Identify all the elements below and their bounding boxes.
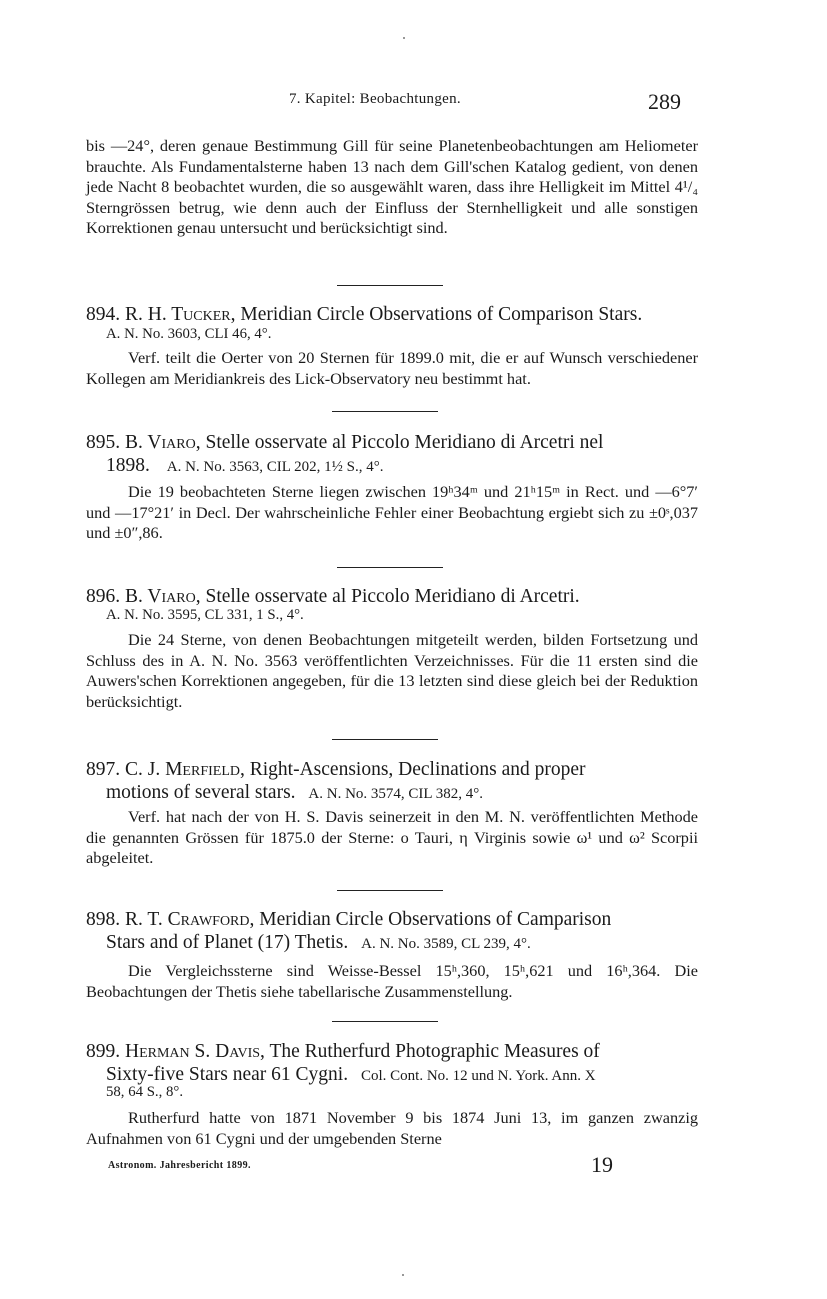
entry-title-line1: The Rutherfurd Photographic Measures of (269, 1041, 600, 1062)
entry-898-body: Die Vergleichssterne sind Weisse-Bessel 15ʰ,360, 15ʰ,621 und 16ʰ,364. Die Beobachtungen der Thetis siehe tabellarische Zusammenstellung. (86, 961, 698, 1001)
entry-899-body: Rutherfurd hatte von 1871 November 9 bis 1874 Juni 13, im ganzen zwanzig Aufnahmen von 61 Cygni und der umgebenden Sterne (86, 1108, 698, 1148)
section-divider (332, 739, 438, 740)
entry-author: R. H. Tucker, (125, 304, 236, 325)
scan-speck (403, 37, 405, 39)
page-number: 289 (648, 89, 681, 114)
entry-citation: A. N. No. 3574, CIL 382, 4°. (308, 786, 484, 802)
entry-title-line1: Stelle osservate al Piccolo Meridiano di Arcetri nel (205, 432, 604, 453)
signature-mark: 19 (591, 1152, 613, 1177)
entry-author: R. T. Crawford, (125, 909, 255, 930)
entry-title: Meridian Circle Observations of Comparison Stars. (240, 304, 643, 325)
scan-speck (402, 1274, 404, 1276)
entry-897-heading (86, 758, 698, 806)
entry-896-citation: A. N. No. 3595, CL 331, 1 S., 4°. (106, 607, 304, 623)
entry-895-heading (86, 431, 698, 479)
entry-number: 897. (86, 759, 121, 780)
entry-894-citation: A. N. No. 3603, CLI 46, 4°. (106, 326, 272, 342)
entry-title-line2: Sixty-five Stars near 61 Cygni. (106, 1064, 349, 1085)
entry-title: Stelle osservate al Piccolo Meridiano di Arcetri. (205, 586, 580, 607)
entry-author: B. Viaro, (125, 586, 201, 607)
entry-896-heading (86, 585, 698, 608)
entry-title-line1: Meridian Circle Observations of Camparison (259, 909, 612, 930)
entry-number: 895. (86, 432, 121, 453)
entry-899-heading (86, 1040, 698, 1088)
entry-897-body: Verf. hat nach der von H. S. Davis seinerzeit in den M. N. veröffentlichten Methode die genannten Grössen für 1875.0 der Sterne: o Tauri, η Virginis sowie ω¹ und ω² Scorpii abgeleitet. (86, 807, 698, 867)
section-divider (337, 890, 443, 891)
section-divider (337, 285, 443, 286)
footer-label: Astronom. Jahresbericht 1899. (108, 1160, 251, 1171)
intro-paragraph: bis —24°, deren genaue Bestimmung Gill für seine Planetenbeobachtungen am Heliometer brauchte. Als Fundamentalsterne haben 13 nach dem Gill'schen Katalog gedient, von denen jede Nacht 8 beobachtet wurden, die so ausgewählt waren, dass ihre Helligkeit im Mittel 4¹/₄ Sterngrössen betrug, wie denn auch der Einfluss der Sternhelligkeit und alle sonstigen Korrektionen genau untersucht und berücksichtigt sind. (86, 136, 698, 237)
entry-895-body: Die 19 beobachteten Sterne liegen zwischen 19ʰ34ᵐ und 21ʰ15ᵐ in Rect. und —6°7′ und —17°21′ in Decl. Der wahrscheinliche Fehler einer Beobachtung ergiebt sich zu ±0ˢ,037 und ±0″,86. (86, 482, 698, 542)
entry-author: C. J. Merfield, (125, 759, 245, 780)
entry-number: 899. (86, 1041, 121, 1062)
entry-author: B. Viaro, (125, 432, 201, 453)
entry-title-line2: 1898. (106, 455, 150, 476)
entry-number: 898. (86, 909, 121, 930)
section-divider (332, 411, 438, 412)
entry-title-line1: Right-Ascensions, Declinations and proper (249, 759, 586, 780)
running-title: 7. Kapitel: Beobachtungen. (289, 91, 461, 107)
entry-citation: A. N. No. 3563, CIL 202, 1½ S., 4°. (166, 459, 384, 475)
page-header (0, 91, 827, 115)
entry-title-line2: motions of several stars. (106, 782, 296, 803)
entry-899-citation-cont: 58, 64 S., 8°. (106, 1084, 184, 1100)
entry-number: 894. (86, 304, 121, 325)
entry-896-body: Die 24 Sterne, von denen Beobachtungen mitgeteilt werden, bilden Fortsetzung und Schluss des in A. N. No. 3563 veröffentlichten Verzeichnisses. Für die 11 ersten sind die Auwers'schen Korrektionen angegeben, für die 13 letzten sind diese gleich bei der Reduktion berücksichtigt. (86, 630, 698, 711)
entry-citation: Col. Cont. No. 12 und N. York. Ann. X (360, 1068, 596, 1084)
entry-number: 896. (86, 586, 121, 607)
entry-894-heading (86, 303, 698, 326)
entry-898-heading (86, 908, 698, 956)
entry-author: Herman S. Davis, (125, 1041, 265, 1062)
entry-title-line2: Stars and of Planet (17) Thetis. (106, 932, 349, 953)
section-divider (332, 1021, 438, 1022)
section-divider (337, 567, 443, 568)
entry-894-body: Verf. teilt die Oerter von 20 Sternen für 1899.0 mit, die er auf Wunsch verschiedener Kollegen am Meridiankreis des Lick-Observatory neu bestimmt hat. (86, 348, 698, 388)
entry-citation: A. N. No. 3589, CL 239, 4°. (361, 936, 531, 952)
